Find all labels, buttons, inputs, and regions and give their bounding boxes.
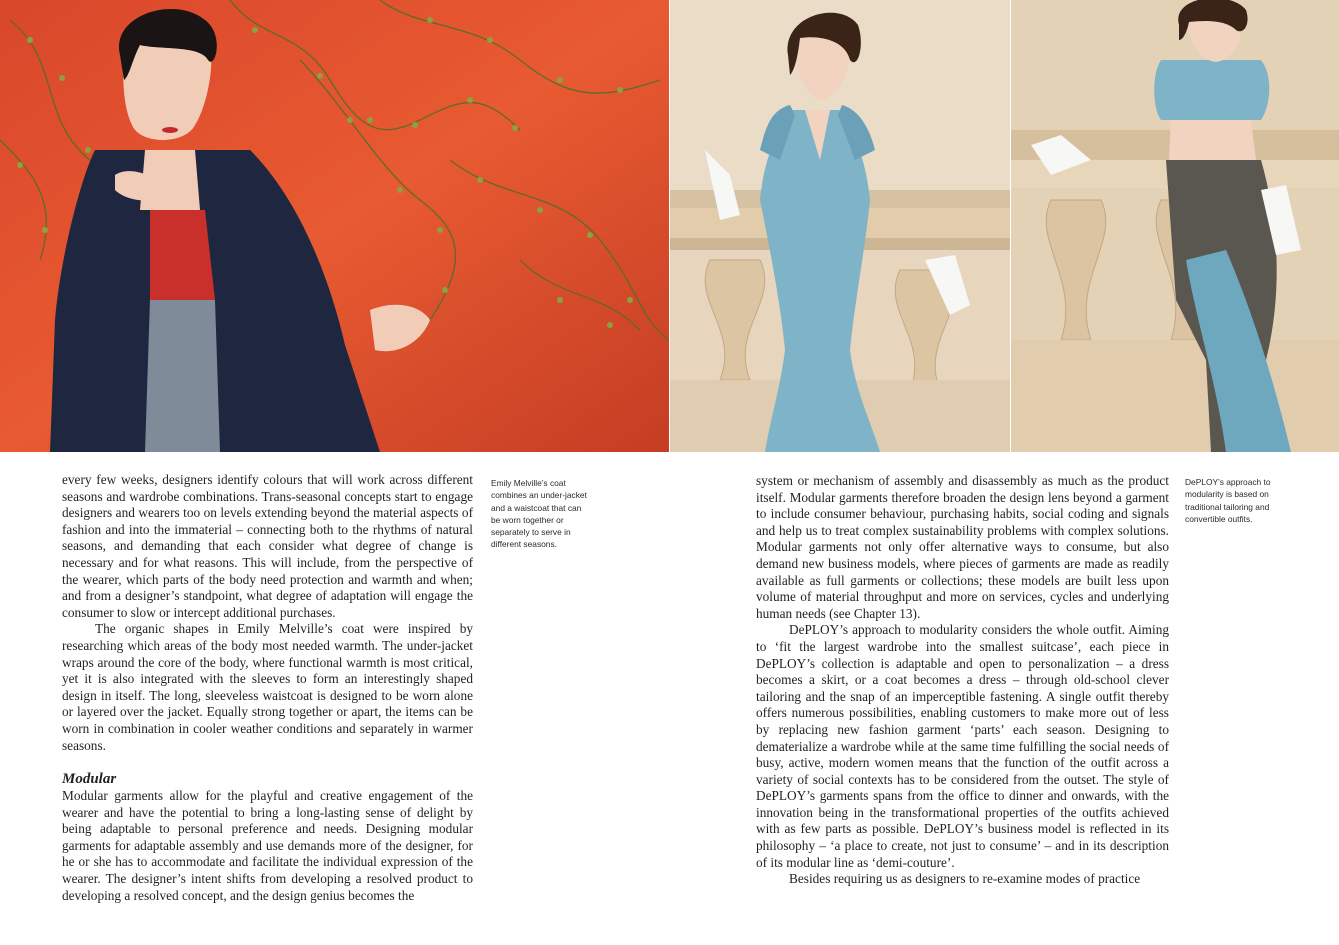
body-paragraph: DePLOY’s approach to modularity considers the whole outfit. Aiming to ‘fit the largest wardrobe into the smallest suitcase’, each piece in DePLOY’s collection is adaptable and open to personalization – a dress becomes a skirt, or a coat becomes a dress – through old-school clever tailoring and the snap of an imperceptible fastening. A single outfit thereby offers numerous possibilities, enabling customers to make more out of less by replacing new fashion garment ‘parts’ each season. Designing to dematerialize a wardrobe while at the same time fulfilling the social needs of busy, active, modern women means that the function of the outfit across a variety of social contexts has to be considered from the outset. The style of DePLOY’s garments spans from the office to dinner and onwards, with the innovation being in the transformational properties of the outfits achieved with as few parts as possible. DePLOY’s business model is reflected in its philosophy – ‘a place to create, not just to consume’ – and in its description of its modular line as ‘demi-couture’. — [756, 622, 1169, 870]
body-paragraph: Modular garments allow for the playful and creative engagement of the wearer and have the potential to bring a long-lasting sense of delight by being adaptable to personal preference and needs. Designing modular garments for adaptable assembly and use demands more of the designer, for he or she has to accommodate and facilitate the individual expression of the wearer. The designer’s intent shifts from developing a resolved product to developing a resolved concept, and the design genius becomes the — [62, 788, 473, 903]
body-paragraph: The organic shapes in Emily Melville’s coat were inspired by researching which areas of the body most needed warmth. The under-jacket wraps around the core of the body, where functional warmth is most critical, yet it is also integrated with the sleeves to form an interestingly shaped design in itself. The long, sleeveless waistcoat is designed to be worn alone or layered over the jacket. Equally strong together or apart, the items can be worn in combination in cooler weather conditions and separately in warmer seasons. — [62, 621, 473, 753]
section-heading-modular: Modular — [62, 771, 117, 788]
photo-deploy-outfit — [1011, 0, 1339, 452]
photo-deploy-dress — [670, 0, 1010, 452]
body-paragraph: every few weeks, designers identify colours that will work across different seasons and wardrobe combinations. Trans-seasonal concepts start to engage designers and wearers too on levels extending beyond the material aspects of fashion and into the immaterial – connecting both to the rhythms of natural seasons, and demanding that each consider what degree of change is necessary and for what reasons. This will include, from the perspective of the wearer, which parts of the body need protection and warmth and when; and from a designer’s standpoint, what degree of adaptation will engage the consumer to slow or intercept additional purchases. — [62, 472, 473, 620]
photo-caption-left: Emily Melville’s coat combines an under-jacket and a waistcoat that can be worn together or separately to serve in different seasons. — [491, 478, 587, 550]
left-text-column — [62, 472, 473, 904]
right-text-column — [756, 473, 1169, 888]
photo-caption-right: DePLOY’s approach to modularity is based on traditional tailoring and convertible outfits. — [1185, 477, 1271, 524]
photo-emily-melville-coat — [0, 0, 669, 452]
body-paragraph: system or mechanism of assembly and disassembly as much as the product itself. Modular garments therefore broaden the design lens beyond a garment to include consumer behaviour, purchasing habits, social coding and signals and help us to treat complex sustainability problems with complex solutions. Modular garments not only offer alternative ways to consume, but also demand new business models, where pieces of garments are made as readily available as full garments or collections; these models are built less upon volume of material throughput and more on services, cycles and underlying human needs (see Chapter 13). — [756, 473, 1169, 621]
body-paragraph: Besides requiring us as designers to re-examine modes of practice — [789, 871, 1141, 887]
